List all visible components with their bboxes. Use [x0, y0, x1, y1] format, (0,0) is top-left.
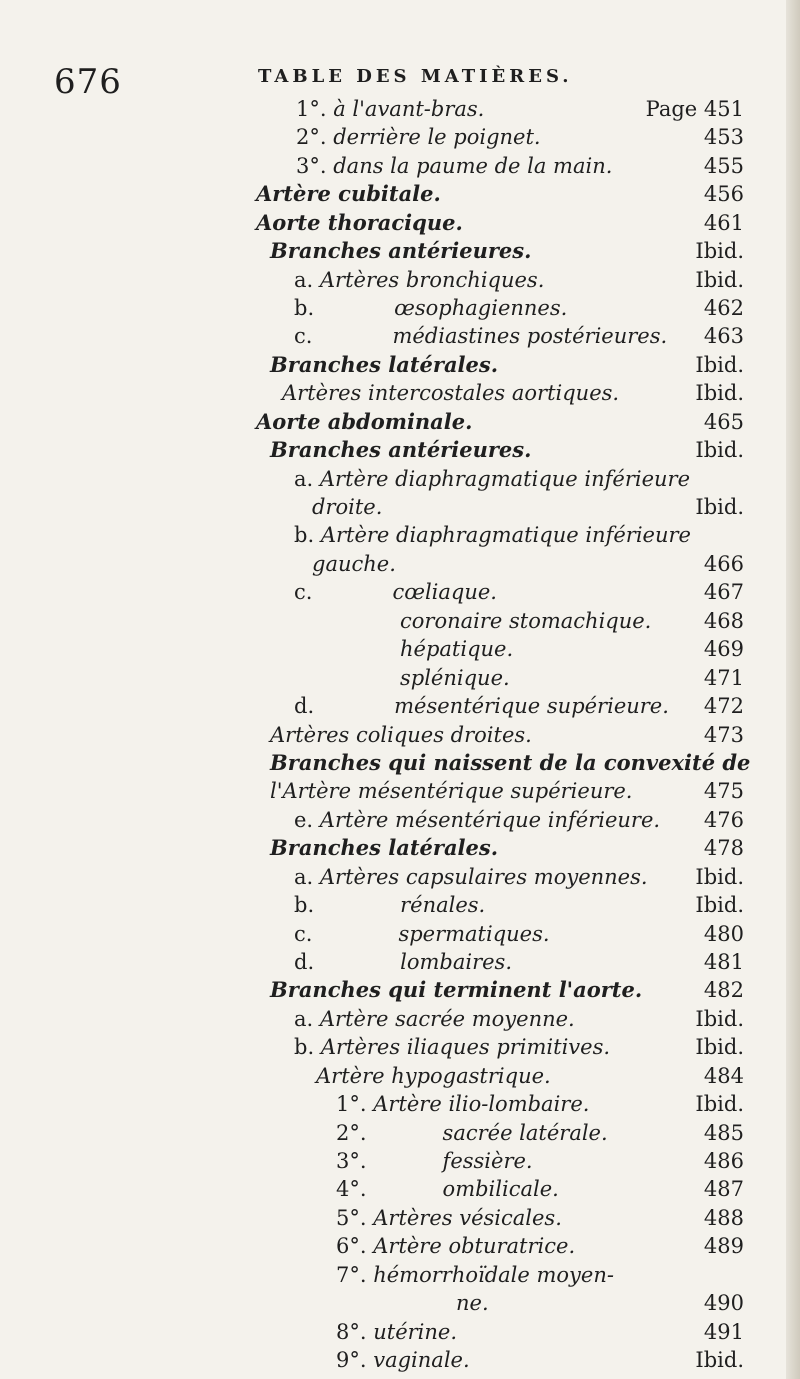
- entry-title: spermatiques.: [398, 922, 550, 946]
- entry-title: Artère hypogastrique.: [316, 1064, 551, 1088]
- entry-marker: 2°.: [336, 1121, 367, 1145]
- toc-entry: [312, 493, 744, 521]
- toc-entry: [256, 209, 744, 237]
- toc-entry: [336, 1090, 744, 1118]
- entry-page: Ibid.: [695, 438, 744, 462]
- toc-entry: [256, 180, 744, 208]
- toc-entry: [336, 1204, 744, 1232]
- entry-marker: 7°.: [336, 1263, 367, 1287]
- entry-page: Ibid.: [695, 381, 744, 405]
- entry-title: Artère diaphragmatique inférieure: [319, 467, 691, 491]
- entry-page: 478: [703, 836, 744, 860]
- entry-marker: e.: [294, 808, 314, 832]
- entry-title: Artère ilio-lombaire.: [373, 1092, 590, 1116]
- entry-page: Ibid.: [695, 1348, 744, 1372]
- entry-page: 466: [703, 552, 744, 576]
- entry-title: Artères vésicales.: [373, 1206, 562, 1230]
- toc-entry: [312, 550, 744, 578]
- toc-entry: [336, 1119, 744, 1147]
- entry-title: Artères capsulaires moyennes.: [319, 865, 648, 889]
- entry-marker: b.: [294, 523, 315, 547]
- entry-title: rénales.: [400, 893, 486, 917]
- entry-page: 462: [703, 296, 744, 320]
- toc-entry: [294, 465, 744, 493]
- toc-entry: [270, 834, 744, 862]
- entry-title: coronaire stomachique.: [400, 609, 652, 633]
- entry-marker: 4°.: [336, 1177, 367, 1201]
- entry-title: dans la paume de la main.: [333, 154, 613, 178]
- toc-entry: [294, 948, 744, 976]
- entry-title: Artère diaphragmatique inférieure: [320, 523, 691, 547]
- entry-marker: 1°.: [336, 1092, 367, 1116]
- entry-title: Artères intercostales aortiques.: [282, 381, 620, 405]
- toc-entry: [336, 1261, 744, 1289]
- entry-page: 461: [703, 211, 744, 235]
- page-number: 676: [54, 62, 122, 102]
- entry-marker: d.: [294, 694, 315, 718]
- entry-marker: a.: [294, 865, 314, 889]
- entry-page: 481: [703, 950, 744, 974]
- toc-entry: [270, 749, 751, 777]
- entry-title: ne.: [456, 1291, 489, 1315]
- toc-entry: [270, 777, 744, 805]
- toc-entry: [294, 920, 744, 948]
- entry-marker: b.: [294, 893, 315, 917]
- entry-title: vaginale.: [373, 1348, 470, 1372]
- toc-entry: [294, 578, 744, 606]
- entry-marker: d.: [294, 950, 315, 974]
- toc-entry: [270, 237, 744, 265]
- entry-marker: a.: [294, 467, 314, 491]
- entry-title: médiastines postérieures.: [392, 324, 668, 348]
- toc-entry: [294, 294, 744, 322]
- toc-entry: [400, 635, 744, 663]
- entry-title: hémorrhoïdale moyen-: [373, 1263, 614, 1287]
- entry-title: Branches qui naissent de la convexité de: [270, 750, 751, 775]
- toc-entry: [294, 692, 744, 720]
- entry-page: Ibid.: [695, 239, 744, 263]
- toc-entry: [336, 1346, 744, 1374]
- entry-title: gauche.: [312, 552, 396, 576]
- toc-entry: [336, 1289, 744, 1317]
- entry-marker: c.: [294, 580, 313, 604]
- toc-entry: [294, 891, 744, 919]
- toc-entry: [256, 408, 744, 436]
- entry-title: Branches antérieures.: [270, 238, 532, 263]
- entry-title: Artères iliaques primitives.: [320, 1035, 611, 1059]
- entry-marker: 1°.: [296, 97, 327, 121]
- entry-title: cœliaque.: [392, 580, 497, 604]
- entry-title: lombaires.: [400, 950, 512, 974]
- entry-marker: 9°.: [336, 1348, 367, 1372]
- entry-title: Artères bronchiques.: [319, 268, 545, 292]
- entry-page: 473: [703, 723, 744, 747]
- entry-page: 456: [703, 182, 744, 206]
- entry-title: Artère mésentérique inférieure.: [319, 808, 661, 832]
- toc-entry: [296, 123, 744, 151]
- entry-title: utérine.: [373, 1320, 458, 1344]
- entry-page: 463: [703, 324, 744, 348]
- entry-title: droite.: [312, 495, 383, 519]
- entry-title: Aorte thoracique.: [256, 210, 463, 235]
- entry-page: 486: [703, 1149, 744, 1173]
- entry-title: Branches latérales.: [270, 835, 499, 860]
- entry-page: 471: [703, 666, 744, 690]
- entry-page: Ibid.: [695, 353, 744, 377]
- entry-page: 485: [703, 1121, 744, 1145]
- toc-entry: [296, 152, 744, 180]
- entry-marker: a.: [294, 1007, 314, 1031]
- entry-title: Branches latérales.: [270, 352, 499, 377]
- entry-page: 480: [703, 922, 744, 946]
- entry-page: Ibid.: [695, 893, 744, 917]
- toc-entry: [270, 436, 744, 464]
- entry-marker: 3°.: [336, 1149, 367, 1173]
- toc-entry: [294, 322, 744, 350]
- entry-title: l'Artère mésentérique supérieure.: [270, 779, 633, 803]
- toc-entry: [294, 521, 744, 549]
- toc-entry: [316, 1062, 744, 1090]
- entry-page: Ibid.: [695, 1007, 744, 1031]
- entry-page: Ibid.: [695, 1092, 744, 1116]
- toc-entry: [336, 1318, 744, 1346]
- toc-entry: [336, 1147, 744, 1175]
- toc-entry: [294, 806, 744, 834]
- entry-title: à l'avant-bras.: [333, 97, 485, 121]
- entry-page: 490: [703, 1291, 744, 1315]
- toc-entry: [400, 664, 744, 692]
- entry-marker: 6°.: [336, 1234, 367, 1258]
- toc-entry: [294, 1033, 744, 1061]
- toc-entry: [294, 1005, 744, 1033]
- toc-entry: [336, 1232, 744, 1260]
- entry-title: Artère cubitale.: [256, 181, 441, 206]
- entry-page: Ibid.: [695, 268, 744, 292]
- toc-entry: [282, 379, 744, 407]
- entry-page: Ibid.: [695, 865, 744, 889]
- entry-page: 467: [703, 580, 744, 604]
- entry-title: derrière le poignet.: [333, 125, 541, 149]
- entry-title: sacrée latérale.: [442, 1121, 608, 1145]
- entry-page: 476: [703, 808, 744, 832]
- entry-title: Artère obturatrice.: [373, 1234, 576, 1258]
- entry-title: Aorte abdominale.: [256, 409, 473, 434]
- entry-page: 472: [703, 694, 744, 718]
- entry-page: Ibid.: [695, 495, 744, 519]
- entry-title: œsophagiennes.: [394, 296, 568, 320]
- toc-entry: [336, 1175, 744, 1203]
- entry-title: splénique.: [400, 666, 510, 690]
- entry-page: Page 451: [645, 97, 744, 121]
- entry-page: 488: [703, 1206, 744, 1230]
- entry-marker: a.: [294, 268, 314, 292]
- entry-page: 465: [703, 410, 744, 434]
- entry-page: 453: [703, 125, 744, 149]
- entry-title: mésentérique supérieure.: [394, 694, 669, 718]
- entry-title: ombilicale.: [442, 1177, 559, 1201]
- toc-entry: [400, 607, 744, 635]
- entry-title: hépatique.: [400, 637, 514, 661]
- entry-page: 484: [703, 1064, 744, 1088]
- entry-marker: c.: [294, 324, 313, 348]
- entry-page: 487: [703, 1177, 744, 1201]
- toc-entry: [270, 351, 744, 379]
- entry-page: 475: [703, 779, 744, 803]
- toc-entry: [270, 976, 744, 1004]
- entry-marker: 8°.: [336, 1320, 367, 1344]
- toc-entry: [270, 721, 744, 749]
- entry-page: 482: [703, 978, 744, 1002]
- entry-page: Ibid.: [695, 1035, 744, 1059]
- entry-page: 469: [703, 637, 744, 661]
- running-head: TABLE DES MATIÈRES.: [258, 66, 573, 87]
- entry-page: 489: [703, 1234, 744, 1258]
- entry-page: 468: [703, 609, 744, 633]
- entry-marker: 5°.: [336, 1206, 367, 1230]
- toc-entry: [294, 266, 744, 294]
- entry-marker: b.: [294, 296, 315, 320]
- entry-title: fessière.: [442, 1149, 533, 1173]
- entry-title: Artère sacrée moyenne.: [319, 1007, 575, 1031]
- toc-entry: [294, 863, 744, 891]
- entry-title: Artères coliques droites.: [270, 723, 532, 747]
- entry-page: 491: [703, 1320, 744, 1344]
- entry-page: 455: [703, 154, 744, 178]
- entry-marker: 2°.: [296, 125, 327, 149]
- entry-title: Branches qui terminent l'aorte.: [270, 977, 643, 1002]
- entry-marker: 3°.: [296, 154, 327, 178]
- toc-entry: [296, 95, 744, 123]
- entry-title: Branches antérieures.: [270, 437, 532, 462]
- entry-marker: c.: [294, 922, 313, 946]
- entry-marker: b.: [294, 1035, 315, 1059]
